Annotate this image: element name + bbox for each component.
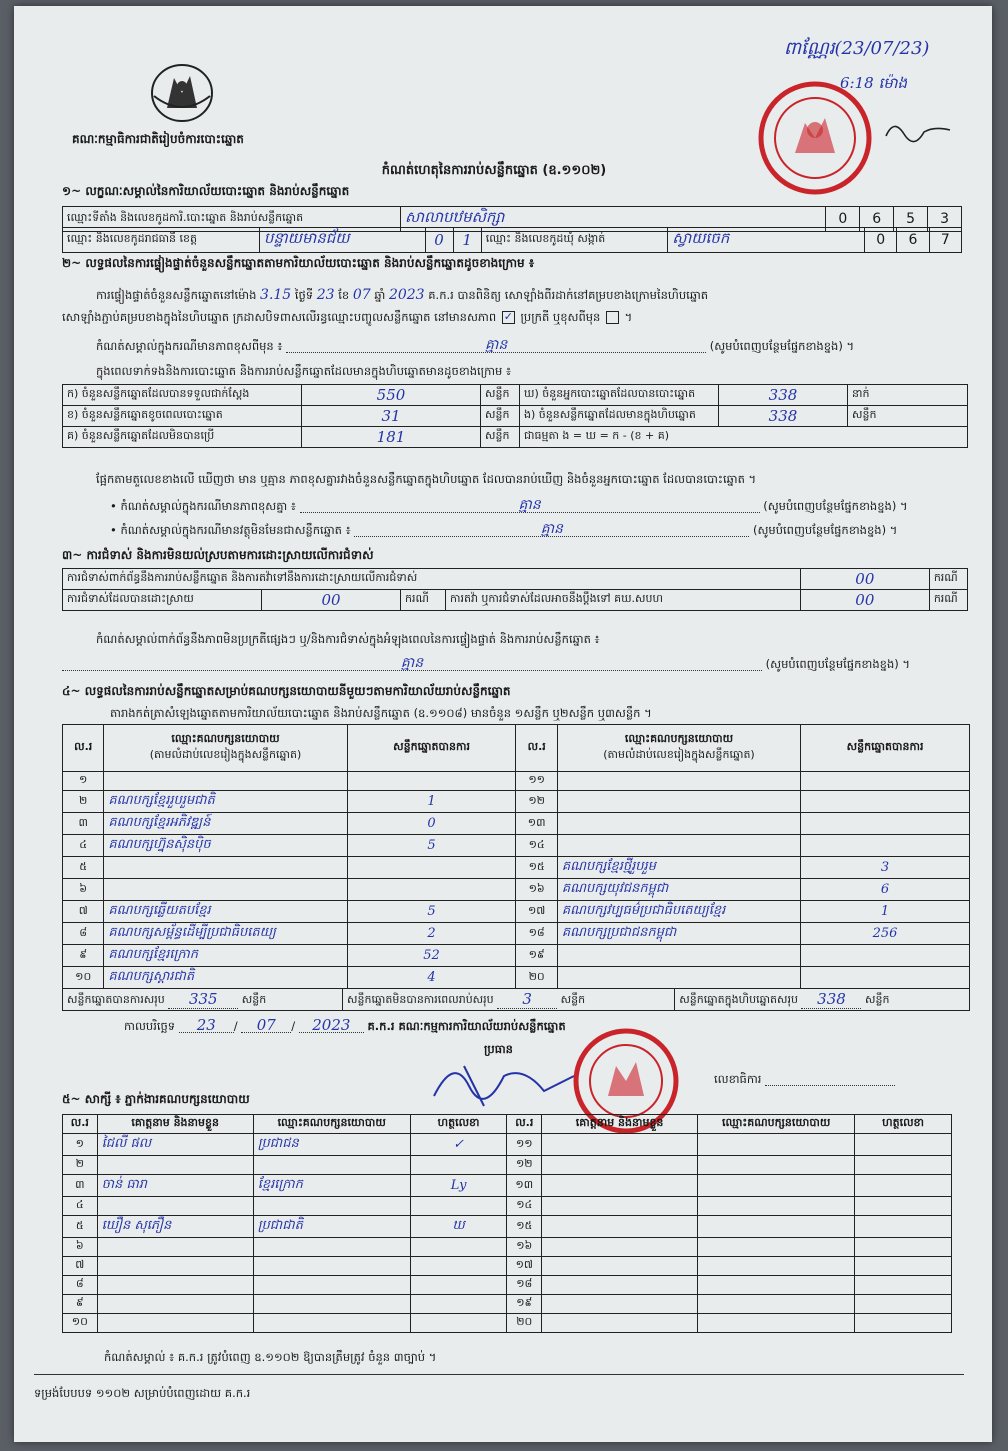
table-row <box>63 1175 952 1197</box>
row-no: ៩ <box>63 945 104 967</box>
total-box-label: សន្លឹកឆ្នោតក្នុងហិបឆ្នោតសរុប <box>679 993 798 1006</box>
row-party <box>557 791 800 813</box>
s2-note-label: កំណត់សម្គាល់ក្នុងករណីមានភាពខុសពីមុន ៖ <box>96 339 283 353</box>
table-row <box>63 1216 952 1238</box>
row-votes: 2 <box>347 923 516 945</box>
president-label: ប្រធាន <box>484 1042 513 1056</box>
witness-signature <box>410 1276 507 1295</box>
witness-name: ជៃលី ផល <box>97 1134 253 1156</box>
row-party: គណបក្សស្ដារជាតិ <box>104 967 347 989</box>
col-sign: ហត្ថលេខា <box>855 1115 952 1134</box>
s2-line1-d: ឆ្នាំ <box>374 288 386 302</box>
witness-signature <box>410 1295 507 1314</box>
totals-table <box>62 988 970 1011</box>
row-party: គណបក្សខ្មែរថ្មីរួបរួម <box>557 857 800 879</box>
witness-name <box>97 1197 253 1216</box>
row-votes <box>347 772 516 791</box>
table-row <box>63 813 970 835</box>
table-row <box>63 772 970 791</box>
witness-signature <box>855 1295 952 1314</box>
committee-header: គណៈកម្មាធិការជាតិរៀបចំការបោះឆ្នោត <box>72 132 244 146</box>
table-row <box>63 1238 952 1257</box>
col-name: គោត្តនាម និងនាមខ្លួន <box>97 1115 253 1134</box>
witness-party <box>698 1134 855 1156</box>
president-signature-icon <box>424 1046 584 1116</box>
witness-name <box>97 1295 253 1314</box>
count-e-label: ង) ចំនួនសន្លឹកឆ្នោតដែលមានក្នុងហិបឆ្នោត <box>520 406 719 427</box>
row-votes: 1 <box>801 901 970 923</box>
count-d-value: 338 <box>719 385 848 406</box>
row-no: ១២ <box>516 791 557 813</box>
witness-signature <box>855 1257 952 1276</box>
row-votes: 4 <box>347 967 516 989</box>
form-sheet <box>14 6 992 1442</box>
s1-row2-label2: ឈ្មោះ និងលេខកូដឃុំ សង្កាត់ <box>481 228 667 253</box>
checkbox-normal[interactable]: ✓ <box>503 310 513 323</box>
row-votes: 1 <box>347 791 516 813</box>
top-time: 6:18 ម៉ោង <box>840 74 908 92</box>
row-votes: 3 <box>801 857 970 879</box>
count-b-value: 31 <box>302 406 481 427</box>
row-party <box>557 772 800 791</box>
row-no: ៦ <box>63 1238 98 1257</box>
s4-title: ៤~ លទ្ធផលនៃការរាប់សន្លឹកឆ្នោតសម្រាប់គណបក្សនយោបាយនីមួយៗតាមការិយាល័យរាប់សន្លឹកឆ្នោត <box>62 684 511 698</box>
col-votes: សន្លឹកឆ្នោតបានការ <box>801 725 970 772</box>
doc-title: កំណត់ហេតុនៃការរាប់សន្លឹកឆ្នោត (ឧ.១១០២) <box>381 163 607 178</box>
date-suffix: គ.ក.រ គណៈកម្មការការិយាល័យរាប់សន្លឹកឆ្នោត <box>367 1019 566 1033</box>
col-no: ល.រ <box>516 725 557 772</box>
s1-row2-value2: ស្វាយចេក <box>668 228 865 253</box>
count-b-label: ខ) ចំនួនសន្លឹកឆ្នោតខូចពេលបោះឆ្នោត <box>63 406 302 427</box>
row-party: គណបក្សខ្មែរអភិវឌ្ឍន៍ <box>104 813 347 835</box>
s2-line1-c: ខែ <box>338 288 350 302</box>
row-no: ១៥ <box>516 857 557 879</box>
col-party-label: ឈ្មោះគណបក្សនយោបាយ <box>624 732 734 745</box>
witness-name <box>542 1156 698 1175</box>
row-votes <box>801 967 970 989</box>
row-votes <box>801 791 970 813</box>
s1-commune-digit: 0 <box>865 228 897 253</box>
row-party <box>557 967 800 989</box>
witness-signature <box>855 1197 952 1216</box>
s3-r2-label2: ការតវ៉ា ឬការជំទាស់ដែលអាចនឹងប្តឹងទៅ គឃ.សបហ <box>446 590 801 611</box>
witness-signature <box>410 1257 507 1276</box>
case-label: ករណី <box>929 590 967 611</box>
row-no: ៣ <box>63 813 104 835</box>
bullet1-label: • កំណត់សម្គាល់ក្នុងករណីមានភាពខុសគ្នា ៖ <box>110 499 296 513</box>
witness-signature <box>855 1314 952 1333</box>
table-row <box>63 857 970 879</box>
official-stamp-icon <box>750 78 880 198</box>
unit-label: សន្លឹក <box>241 993 267 1006</box>
witness-party: ខ្មែរក្រោក <box>253 1175 410 1197</box>
row-no: ២ <box>63 1156 98 1175</box>
row-party <box>104 879 347 901</box>
col-name: គោត្តនាម និងនាមខ្លួន <box>542 1115 698 1134</box>
s3-table <box>62 568 968 611</box>
table-row <box>63 1295 952 1314</box>
row-no: ១៧ <box>507 1257 542 1276</box>
table-row <box>63 901 970 923</box>
row-party: គណបក្សយុវជនកម្ពុជា <box>557 879 800 901</box>
col-no: ល.រ <box>63 725 104 772</box>
s1-row2-label: ឈ្មោះ និងលេខកូដរាជធានី ខេត្ត <box>63 228 260 253</box>
witness-name <box>542 1238 698 1257</box>
col-party-sub: (តាមលំដាប់លេខរៀងក្នុងសន្លឹកឆ្នោត) <box>149 748 302 761</box>
row-party: គណបក្សវប្បធម៌ប្រជាធិបតេយ្យខ្មែរ <box>557 901 800 923</box>
s1-row1-value: សាលាបឋមសិក្សា <box>400 207 825 232</box>
table-row <box>63 835 970 857</box>
unit-label: សន្លឹក <box>864 993 890 1006</box>
s1-commune-digit: 6 <box>897 228 929 253</box>
witness-party <box>698 1314 855 1333</box>
row-votes <box>801 813 970 835</box>
s2-line1-b: ថ្ងៃទី <box>294 288 314 302</box>
fill-hint: (សូមបំពេញបន្ថែមផ្នែកខាងខ្នង) ។ <box>763 499 908 513</box>
witness-signature <box>410 1314 507 1333</box>
bullet1-line <box>110 498 908 513</box>
row-votes: 5 <box>347 835 516 857</box>
row-no: ៨ <box>63 1276 98 1295</box>
table-row <box>63 791 970 813</box>
row-no: ១៩ <box>507 1295 542 1314</box>
row-no: ១១ <box>516 772 557 791</box>
witness-signature <box>855 1156 952 1175</box>
row-party: គណបក្សខ្មែររួបរួមជាតិ <box>104 791 347 813</box>
case-label: ករណី <box>929 569 967 590</box>
witness-party <box>253 1238 410 1257</box>
witness-party <box>698 1197 855 1216</box>
witness-party <box>698 1156 855 1175</box>
row-no: ១២ <box>507 1156 542 1175</box>
table-row <box>63 1314 952 1333</box>
witness-party <box>698 1238 855 1257</box>
signature-top-icon <box>884 116 954 146</box>
s2-line2-text: សោឡាំងភ្ជាប់គម្របខាងក្នុងនៃហិបឆ្នោត ក្រដាសបិទពាសលើរន្ធឈ្មោះបញ្ចូលសន្លឹកឆ្នោត នៅមានសភាព <box>62 310 497 324</box>
row-no: ១០ <box>63 967 104 989</box>
s1-commune-digit: 7 <box>929 228 961 253</box>
witness-party <box>253 1257 410 1276</box>
col-party <box>557 725 800 772</box>
totals-box <box>675 989 970 1011</box>
row-no: ១ <box>63 1134 98 1156</box>
row-no: ១៤ <box>507 1197 542 1216</box>
top-note: ពាណ្ណែរ(23/07/23) <box>784 38 930 59</box>
bullet2-line <box>110 522 897 537</box>
row-votes <box>347 879 516 901</box>
col-party: ឈ្មោះគណបក្សនយោបាយ <box>253 1115 410 1134</box>
total-invalid-label: សន្លឹកឆ្នោតមិនបានការពេលរាប់សរុប <box>347 993 494 1006</box>
row-votes <box>801 945 970 967</box>
table-row <box>63 923 970 945</box>
row-votes <box>801 772 970 791</box>
row-votes: 5 <box>347 901 516 923</box>
col-sign: ហត្ថលេខា <box>410 1115 507 1134</box>
s3-r2-label: ការជំទាស់ដែលបានដោះស្រាយ <box>63 590 262 611</box>
case-label: ករណី <box>401 590 446 611</box>
witness-signature <box>855 1216 952 1238</box>
witness-name <box>542 1314 698 1333</box>
row-party <box>104 772 347 791</box>
row-votes: 0 <box>347 813 516 835</box>
witness-party <box>698 1175 855 1197</box>
witness-party: ប្រជាជាតិ <box>253 1216 410 1238</box>
date-label: កាលបរិច្ឆេទ <box>124 1019 176 1033</box>
row-votes: 52 <box>347 945 516 967</box>
witness-party <box>253 1295 410 1314</box>
witness-name <box>542 1134 698 1156</box>
s1-digit: 6 <box>860 207 894 232</box>
row-votes: 256 <box>801 923 970 945</box>
witness-name <box>542 1257 698 1276</box>
witness-name <box>97 1276 253 1295</box>
row-no: ១៦ <box>516 879 557 901</box>
row-no: ១០ <box>63 1314 98 1333</box>
row-no: ២ <box>63 791 104 813</box>
table-row <box>63 1257 952 1276</box>
s3-title: ៣~ ការជំទាស់ និងការមិនយល់ស្របតាមការដោះស្រាយលើការជំទាស់ <box>62 548 374 562</box>
unit-label: សន្លឹក <box>848 406 968 427</box>
s2-line1 <box>96 288 708 302</box>
s3-r2-value2: 00 <box>800 590 929 611</box>
row-party <box>557 835 800 857</box>
s1-table-row2 <box>62 227 962 253</box>
unit-label: សន្លឹក <box>481 385 520 406</box>
s1-province-code: 1 <box>453 228 481 253</box>
col-party-label: ឈ្មោះគណបក្សនយោបាយ <box>171 732 280 745</box>
col-no: ល.រ <box>63 1115 98 1134</box>
s2-line2: សោឡាំងភ្ជាប់គម្របខាងក្នុងនៃហិបឆ្នោត ក្រដាសបិទពាសលើរន្ធឈ្មោះបញ្ចូលសន្លឹកឆ្នោត នៅមានសភាព ✓ ប្រក្រតី ឬខុសពីមុន ។ <box>62 310 633 324</box>
bullet1-value: គ្មាន <box>300 498 760 513</box>
row-votes: 6 <box>801 879 970 901</box>
witness-name <box>97 1238 253 1257</box>
col-party <box>104 725 347 772</box>
s3-r1-value: 00 <box>800 569 929 590</box>
row-party <box>557 813 800 835</box>
checkbox-changed[interactable] <box>606 311 619 324</box>
count-e-value: 338 <box>719 406 848 427</box>
table-row <box>63 1276 952 1295</box>
witness-name <box>542 1295 698 1314</box>
bullet2-value: គ្មាន <box>354 522 749 537</box>
unit-label: សន្លឹក <box>481 406 520 427</box>
row-no: ៥ <box>63 1216 98 1238</box>
totals-valid <box>63 989 343 1011</box>
s5-title: ៥~ សាក្សី ៖ ភ្នាក់ងារគណបក្សនយោបាយ <box>62 1092 250 1106</box>
s2-line1-e: គ.ក.រ បានពិនិត្យ សោឡាំងពីរដាក់នៅគម្របខាងក្រោមនៃហិបឆ្នោត <box>428 288 709 302</box>
date-month: 07 <box>241 1018 291 1033</box>
witness-signature <box>410 1197 507 1216</box>
count-a-value: 550 <box>302 385 481 406</box>
s3-note-label: កំណត់សម្គាល់ពាក់ព័ន្ធនឹងភាពមិនប្រក្រតីផ្សេងៗ ឬ/និងការជំទាស់ក្នុងអំឡុងពេលនៃការផ្ទៀងផ្ទាត់ និងការរាប់សន្លឹកឆ្នោត ៖ <box>96 632 600 646</box>
row-no: ១៣ <box>507 1175 542 1197</box>
s2-line3: ក្នុងពេលទាក់ទងនិងការបោះឆ្នោត និងការរាប់សន្លឹកឆ្នោតដែលមានក្នុងហិបឆ្នោតមានដូចខាងក្រោម ៖ <box>96 364 512 378</box>
s3-note-line <box>62 656 910 671</box>
count-a-label: ក) ចំនួនសន្លឹកឆ្នោតដែលបានទទួលជាក់ស្តែង <box>63 385 302 406</box>
total-invalid-value: 3 <box>497 990 557 1009</box>
witness-signature <box>410 1156 507 1175</box>
row-no: ១៧ <box>516 901 557 923</box>
s2-line1-a: ការផ្ទៀងផ្ទាត់ចំនួនសន្លឹកឆ្នោតនៅម៉ោង <box>96 288 257 302</box>
row-no: ៩ <box>63 1295 98 1314</box>
option-normal-label: ប្រក្រតី <box>520 310 550 324</box>
witness-table <box>62 1114 952 1333</box>
month-value: 07 <box>352 287 371 303</box>
s2-counts-table <box>62 384 968 448</box>
row-no: ៨ <box>63 923 104 945</box>
table-row <box>63 945 970 967</box>
row-no: ១៥ <box>507 1216 542 1238</box>
col-no: ល.រ <box>507 1115 542 1134</box>
witness-signature <box>855 1238 952 1257</box>
table-row <box>63 1197 952 1216</box>
total-box-value: 338 <box>801 990 861 1009</box>
witness-party <box>698 1257 855 1276</box>
secretary-signature-line <box>765 1085 895 1086</box>
row-party: គណបក្សប្រជាជនកម្ពុជា <box>557 923 800 945</box>
total-valid-value: 335 <box>168 990 238 1009</box>
table-row <box>63 1134 952 1156</box>
day-value: 23 <box>316 287 335 303</box>
formula: ជាធម្មតា ង = ឃ = ក - (ខ + គ) <box>520 427 968 448</box>
unit-person: នាក់ <box>848 385 968 406</box>
row-party: គណបក្សហ្វ៊ុនស៊ិនប៉ិច <box>104 835 347 857</box>
witness-name <box>542 1175 698 1197</box>
unit-label: សន្លឹក <box>481 427 520 448</box>
witness-name <box>542 1197 698 1216</box>
row-party: គណបក្សឆ្លើយតបខ្មែរ <box>104 901 347 923</box>
date-day: 23 <box>179 1018 234 1033</box>
secretary-line <box>714 1072 895 1086</box>
unit-label: សន្លឹក <box>560 993 586 1006</box>
s3-r2-value: 00 <box>262 590 401 611</box>
s1-row2-value: បន្ទាយមានជ័យ <box>259 228 425 253</box>
results-table <box>62 724 970 989</box>
secretary-label: លេខាធិការ <box>714 1072 762 1086</box>
row-no: ២០ <box>516 967 557 989</box>
row-votes <box>801 835 970 857</box>
fill-hint: (សូមបំពេញបន្ថែមផ្នែកខាងខ្នង) ។ <box>765 657 910 671</box>
witness-name <box>97 1156 253 1175</box>
date-year: 2023 <box>299 1018 364 1033</box>
col-party: ឈ្មោះគណបក្សនយោបាយ <box>698 1115 855 1134</box>
s5-footer-note: កំណត់សម្គាល់ ៖ គ.ក.រ ត្រូវបំពេញ ឧ.១១០២ ឱ្យបានត្រឹមត្រូវ ចំនួន ៣ច្បាប់ ។ <box>104 1350 437 1364</box>
s1-digit: 5 <box>894 207 928 232</box>
table-row <box>63 967 970 989</box>
totals-invalid <box>343 989 675 1011</box>
row-party <box>557 945 800 967</box>
witness-name <box>97 1257 253 1276</box>
witness-signature <box>855 1276 952 1295</box>
row-party: គណបក្សសម្ព័ន្ធដើម្បីប្រជាធិបតេយ្យ <box>104 923 347 945</box>
row-no: ១១ <box>507 1134 542 1156</box>
col-party-sub: (តាមលំដាប់លេខរៀងក្នុងសន្លឹកឆ្នោត) <box>603 748 755 761</box>
witness-name: ឃឿន សុភឿន <box>97 1216 253 1238</box>
compare-line: ផ្អែកតាមតួលេខខាងលើ ឃើញថា មាន ឬគ្មាន ភាពខុសគ្នារវាងចំនួនសន្លឹកឆ្នោតក្នុងហិបឆ្នោត ដែលបានរាប់ឃើញ និងចំនួនអ្នកបោះឆ្នោត ដែលបានបោះឆ្នោត ។ <box>96 472 757 486</box>
nec-logo-icon <box>142 58 222 128</box>
witness-signature <box>855 1175 952 1197</box>
witness-signature: Ly <box>410 1175 507 1197</box>
witness-party <box>698 1276 855 1295</box>
s3-r1-label: ការជំទាស់ពាក់ព័ន្ធនឹងការរាប់សន្លឹកឆ្នោត និងការតវ៉ាទៅនឹងការដោះស្រាយលើការជំទាស់ <box>63 569 801 590</box>
witness-name: ចាន់ ធារា <box>97 1175 253 1197</box>
s2-note-line <box>96 338 966 353</box>
count-c-value: 181 <box>302 427 481 448</box>
witness-name <box>542 1276 698 1295</box>
row-no: ២០ <box>507 1314 542 1333</box>
witness-party <box>253 1156 410 1175</box>
option-changed-label: ឬខុសពីមុន <box>552 310 601 324</box>
row-no: ៧ <box>63 1257 98 1276</box>
table-row <box>63 1156 952 1175</box>
witness-signature: ឃ <box>410 1216 507 1238</box>
s1-digit: 3 <box>928 207 962 232</box>
witness-party: ប្រជាជន <box>253 1134 410 1156</box>
s2-title: ២~ លទ្ធផលនៃការផ្ទៀងផ្ទាត់ចំនួនសន្លឹកឆ្នោតតាមការិយាល័យបោះឆ្នោត និងរាប់សន្លឹកឆ្នោតដូចខាងក្រោម ៖ <box>62 256 535 270</box>
total-valid-label: សន្លឹកឆ្នោតបានការសរុប <box>67 993 165 1006</box>
row-no: ១៦ <box>507 1238 542 1257</box>
row-no: ១៨ <box>507 1276 542 1295</box>
row-no: ១ <box>63 772 104 791</box>
row-no: ៤ <box>63 1197 98 1216</box>
row-no: ៣ <box>63 1175 98 1197</box>
witness-name <box>97 1314 253 1333</box>
row-no: ១៤ <box>516 835 557 857</box>
table-row <box>63 879 970 901</box>
s1-digit: 0 <box>826 207 860 232</box>
s1-title: ១~ លក្ខណៈសម្គាល់នៃការិយាល័យបោះឆ្នោត និងរាប់សន្លឹកឆ្នោត <box>62 184 350 198</box>
witness-party <box>698 1295 855 1314</box>
witness-party <box>253 1314 410 1333</box>
bottom-divider <box>34 1374 964 1375</box>
count-d-label: ឃ) ចំនួនអ្នកបោះឆ្នោតដែលបានបោះឆ្នោត <box>520 385 719 406</box>
witness-signature: ✓ <box>410 1134 507 1156</box>
row-no: ៦ <box>63 879 104 901</box>
row-no: ១៨ <box>516 923 557 945</box>
row-no: ១៩ <box>516 945 557 967</box>
bullet2-label: • កំណត់សម្គាល់ក្នុងករណីមានវត្ថុមិនមែនជាសន្លឹកឆ្នោត ៖ <box>110 523 351 537</box>
s3-note-value: គ្មាន <box>62 656 762 671</box>
row-votes <box>347 857 516 879</box>
year-value: 2023 <box>388 287 425 303</box>
witness-signature <box>410 1238 507 1257</box>
count-c-label: គ) ចំនួនសន្លឹកឆ្នោតដែលមិនបានប្រើ <box>63 427 302 448</box>
s1-province-code: 0 <box>425 228 453 253</box>
s1-row1-label: ឈ្មោះទីតាំង និងលេខកូដការិ.បោះឆ្នោត និងរាប់សន្លឹកឆ្នោត <box>63 207 401 232</box>
bottom-note: ទម្រង់បែបបទ ១១០២ សម្រាប់បំពេញដោយ គ.ក.រ <box>34 1386 251 1400</box>
row-no: ៥ <box>63 857 104 879</box>
witness-name <box>542 1216 698 1238</box>
row-party: គណបក្សខ្មែរក្រោក <box>104 945 347 967</box>
s2-note-value: គ្មាន <box>286 338 706 353</box>
row-no: ៤ <box>63 835 104 857</box>
time-value: 3.15 <box>260 287 292 303</box>
date-line: កាលបរិច្ឆេទ 23 / 07 / 2023 គ.ក.រ គណៈកម្មការការិយាល័យរាប់សន្លឹកឆ្នោត <box>124 1016 566 1034</box>
row-no: ៧ <box>63 901 104 923</box>
witness-party <box>698 1216 855 1238</box>
row-no: ១៣ <box>516 813 557 835</box>
col-votes: សន្លឹកឆ្នោតបានការ <box>347 725 516 772</box>
row-party <box>104 857 347 879</box>
witness-party <box>253 1197 410 1216</box>
fill-hint: (សូមបំពេញបន្ថែមផ្នែកខាងខ្នង) ។ <box>752 523 898 537</box>
fill-hint: (សូមបំពេញបន្ថែមផ្នែកខាងខ្នង) ។ <box>709 339 855 353</box>
s4-intro: តារាងកត់ត្រាសំឡេងឆ្នោតតាមការិយាល័យបោះឆ្នោត និងរាប់សន្លឹកឆ្នោត (ឧ.១១០៨) មានចំនួន ១សន្លឹក ឬ២សន្លឹក ឬ៣សន្លឹក ។ <box>110 706 652 720</box>
witness-signature <box>855 1134 952 1156</box>
witness-party <box>253 1276 410 1295</box>
